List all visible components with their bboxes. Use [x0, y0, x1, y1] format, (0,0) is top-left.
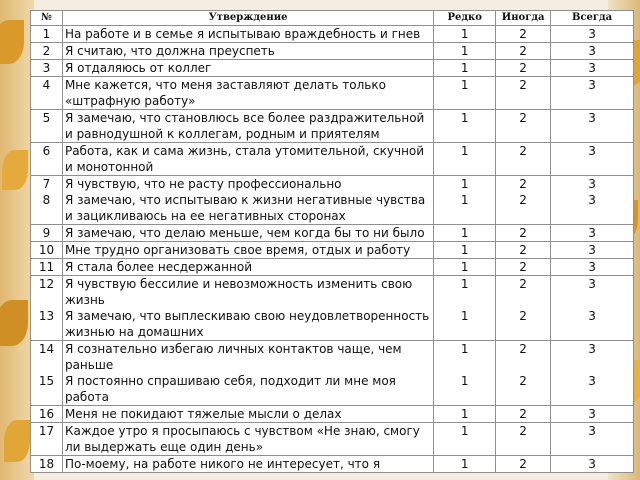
rarely-score-group — [434, 276, 496, 341]
sometimes-score: 2 — [496, 77, 551, 110]
row-statement: По-моему, на работе никого не интересует, что я — [62, 456, 433, 473]
sometimes-score: 2 — [496, 110, 551, 143]
rarely-score: 1 — [434, 43, 496, 60]
rarely-score: 1 — [460, 309, 469, 323]
sometimes-score: 2 — [496, 456, 551, 473]
burnout-survey-table — [30, 10, 634, 473]
spacer — [436, 357, 493, 373]
row-statement-group — [62, 341, 433, 406]
row-number: 10 — [31, 242, 63, 259]
row-statement: На работе и в семье я испытываю враждебность и гнев — [62, 26, 433, 43]
row-statement-group — [62, 176, 433, 225]
always-score: 3 — [551, 242, 634, 259]
sometimes-score: 2 — [496, 423, 551, 456]
always-score-group — [551, 276, 634, 341]
row-number-group — [31, 276, 63, 341]
row-number: 14 — [38, 342, 55, 356]
rarely-score: 1 — [434, 423, 496, 456]
rarely-score: 1 — [460, 342, 469, 356]
background-left-decoration — [0, 0, 34, 480]
row-statement: Работа, как и сама жизнь, стала утомительной, скучной и монотонной — [62, 143, 433, 176]
row-number: 11 — [31, 259, 63, 276]
always-score: 3 — [551, 43, 634, 60]
spacer — [553, 357, 631, 373]
row-number: 3 — [31, 60, 63, 77]
sometimes-score: 2 — [519, 342, 527, 356]
rarely-score: 1 — [434, 259, 496, 276]
always-score: 3 — [551, 110, 634, 143]
row-statement: Я постоянно спрашиваю себя, подходит ли мне моя работа — [64, 374, 396, 404]
always-score: 3 — [551, 77, 634, 110]
always-score: 3 — [588, 309, 596, 323]
table-row — [31, 423, 634, 456]
always-score: 3 — [551, 259, 634, 276]
rarely-score: 1 — [434, 26, 496, 43]
always-score: 3 — [551, 60, 634, 77]
sometimes-score: 2 — [496, 60, 551, 77]
always-score: 3 — [588, 277, 596, 291]
spacer — [33, 292, 60, 308]
always-score: 3 — [551, 143, 634, 176]
always-score: 3 — [588, 193, 596, 207]
spacer — [33, 357, 60, 373]
table-row — [31, 43, 634, 60]
header-sometimes: Иногда — [496, 11, 551, 26]
sometimes-score: 2 — [519, 177, 527, 191]
always-score: 3 — [551, 423, 634, 456]
rarely-score: 1 — [434, 143, 496, 176]
header-always: Всегда — [551, 11, 634, 26]
spacer — [436, 292, 493, 308]
row-statement: Я сознательно избегаю личных контактов чаще, чем раньше — [64, 342, 402, 372]
sometimes-score: 2 — [519, 193, 527, 207]
table-row — [31, 406, 634, 423]
sometimes-score-group — [496, 276, 551, 341]
table-row — [31, 341, 634, 406]
table-row — [31, 26, 634, 43]
sometimes-score-group — [496, 341, 551, 406]
table-row — [31, 225, 634, 242]
row-statement: Я замечаю, что делаю меньше, чем когда бы то ни было — [62, 225, 433, 242]
spacer — [498, 357, 548, 373]
row-number: 4 — [31, 77, 63, 110]
sometimes-score: 2 — [496, 143, 551, 176]
row-statement: Я стала более несдержанной — [62, 259, 433, 276]
always-score: 3 — [588, 342, 596, 356]
table-row — [31, 242, 634, 259]
table-row — [31, 276, 634, 341]
always-score: 3 — [551, 406, 634, 423]
table-row — [31, 176, 634, 225]
header-rarely: Редко — [434, 11, 496, 26]
row-number: 8 — [42, 193, 51, 207]
row-statement: Каждое утро я просыпаюсь с чувством «Не знаю, смогу ли выдержать еще один день» — [62, 423, 433, 456]
row-number: 18 — [31, 456, 63, 473]
rarely-score: 1 — [434, 60, 496, 77]
sometimes-score: 2 — [519, 277, 527, 291]
rarely-score-group — [434, 341, 496, 406]
row-statement: Я замечаю, что выплескиваю свою неудовлетворенность жизнью на домашних — [64, 309, 430, 339]
autumn-leaf-decoration — [4, 420, 30, 462]
row-number: 9 — [31, 225, 63, 242]
spacer — [553, 292, 631, 308]
always-score: 3 — [551, 26, 634, 43]
row-number: 12 — [38, 277, 55, 291]
sometimes-score: 2 — [496, 43, 551, 60]
row-number: 1 — [31, 26, 63, 43]
always-score: 3 — [588, 374, 596, 388]
rarely-score: 1 — [460, 374, 469, 388]
spacer — [498, 292, 548, 308]
row-statement: Я замечаю, что становлюсь все более раздражительной и равнодушной к коллегам, родным и приятелям — [62, 110, 433, 143]
rarely-score-group — [434, 176, 496, 225]
row-number-group — [31, 341, 63, 406]
row-statement: Я замечаю, что испытываю к жизни негативные чувства и зацикливаюсь на ее негативных сторонах — [64, 193, 426, 223]
always-score-group — [551, 341, 634, 406]
table-row — [31, 456, 634, 473]
rarely-score: 1 — [434, 77, 496, 110]
rarely-score: 1 — [434, 456, 496, 473]
row-number: 5 — [31, 110, 63, 143]
row-statement: Я чувствую, что не расту профессионально — [64, 177, 342, 191]
table-row — [31, 143, 634, 176]
sometimes-score: 2 — [519, 309, 527, 323]
row-number: 2 — [31, 43, 63, 60]
rarely-score: 1 — [434, 242, 496, 259]
always-score: 3 — [551, 456, 634, 473]
row-number-group — [31, 176, 63, 225]
row-statement: Я отдаляюсь от коллег — [62, 60, 433, 77]
table-row — [31, 77, 634, 110]
sometimes-score: 2 — [496, 225, 551, 242]
sometimes-score: 2 — [496, 406, 551, 423]
row-statement: Мне кажется, что меня заставляют делать только «штрафную работу» — [62, 77, 433, 110]
table-header-row — [31, 11, 634, 26]
rarely-score: 1 — [460, 193, 469, 207]
sometimes-score-group — [496, 176, 551, 225]
row-number: 17 — [31, 423, 63, 456]
sometimes-score: 2 — [496, 242, 551, 259]
row-number: 6 — [31, 143, 63, 176]
row-number: 7 — [42, 177, 51, 191]
rarely-score: 1 — [434, 406, 496, 423]
autumn-leaf-decoration — [2, 150, 28, 190]
always-score: 3 — [551, 225, 634, 242]
rarely-score: 1 — [460, 177, 469, 191]
always-score-group — [551, 176, 634, 225]
row-statement: Я считаю, что должна преуспеть — [62, 43, 433, 60]
always-score: 3 — [588, 177, 596, 191]
row-statement-group — [62, 276, 433, 341]
row-statement: Меня не покидают тяжелые мысли о делах — [62, 406, 433, 423]
sometimes-score: 2 — [519, 374, 527, 388]
row-statement: Я чувствую бессилие и невозможность изменить свою жизнь — [64, 277, 413, 307]
rarely-score: 1 — [460, 277, 469, 291]
row-number: 15 — [38, 374, 55, 388]
sometimes-score: 2 — [496, 259, 551, 276]
sometimes-score: 2 — [496, 26, 551, 43]
table-row — [31, 110, 634, 143]
row-number: 13 — [38, 309, 55, 323]
rarely-score: 1 — [434, 225, 496, 242]
rarely-score: 1 — [434, 110, 496, 143]
row-number: 16 — [31, 406, 63, 423]
header-number: № — [31, 11, 63, 26]
table-row — [31, 60, 634, 77]
row-statement: Мне трудно организовать свое время, отдых и работу — [62, 242, 433, 259]
table-row — [31, 259, 634, 276]
header-statement: Утверждение — [62, 11, 433, 26]
